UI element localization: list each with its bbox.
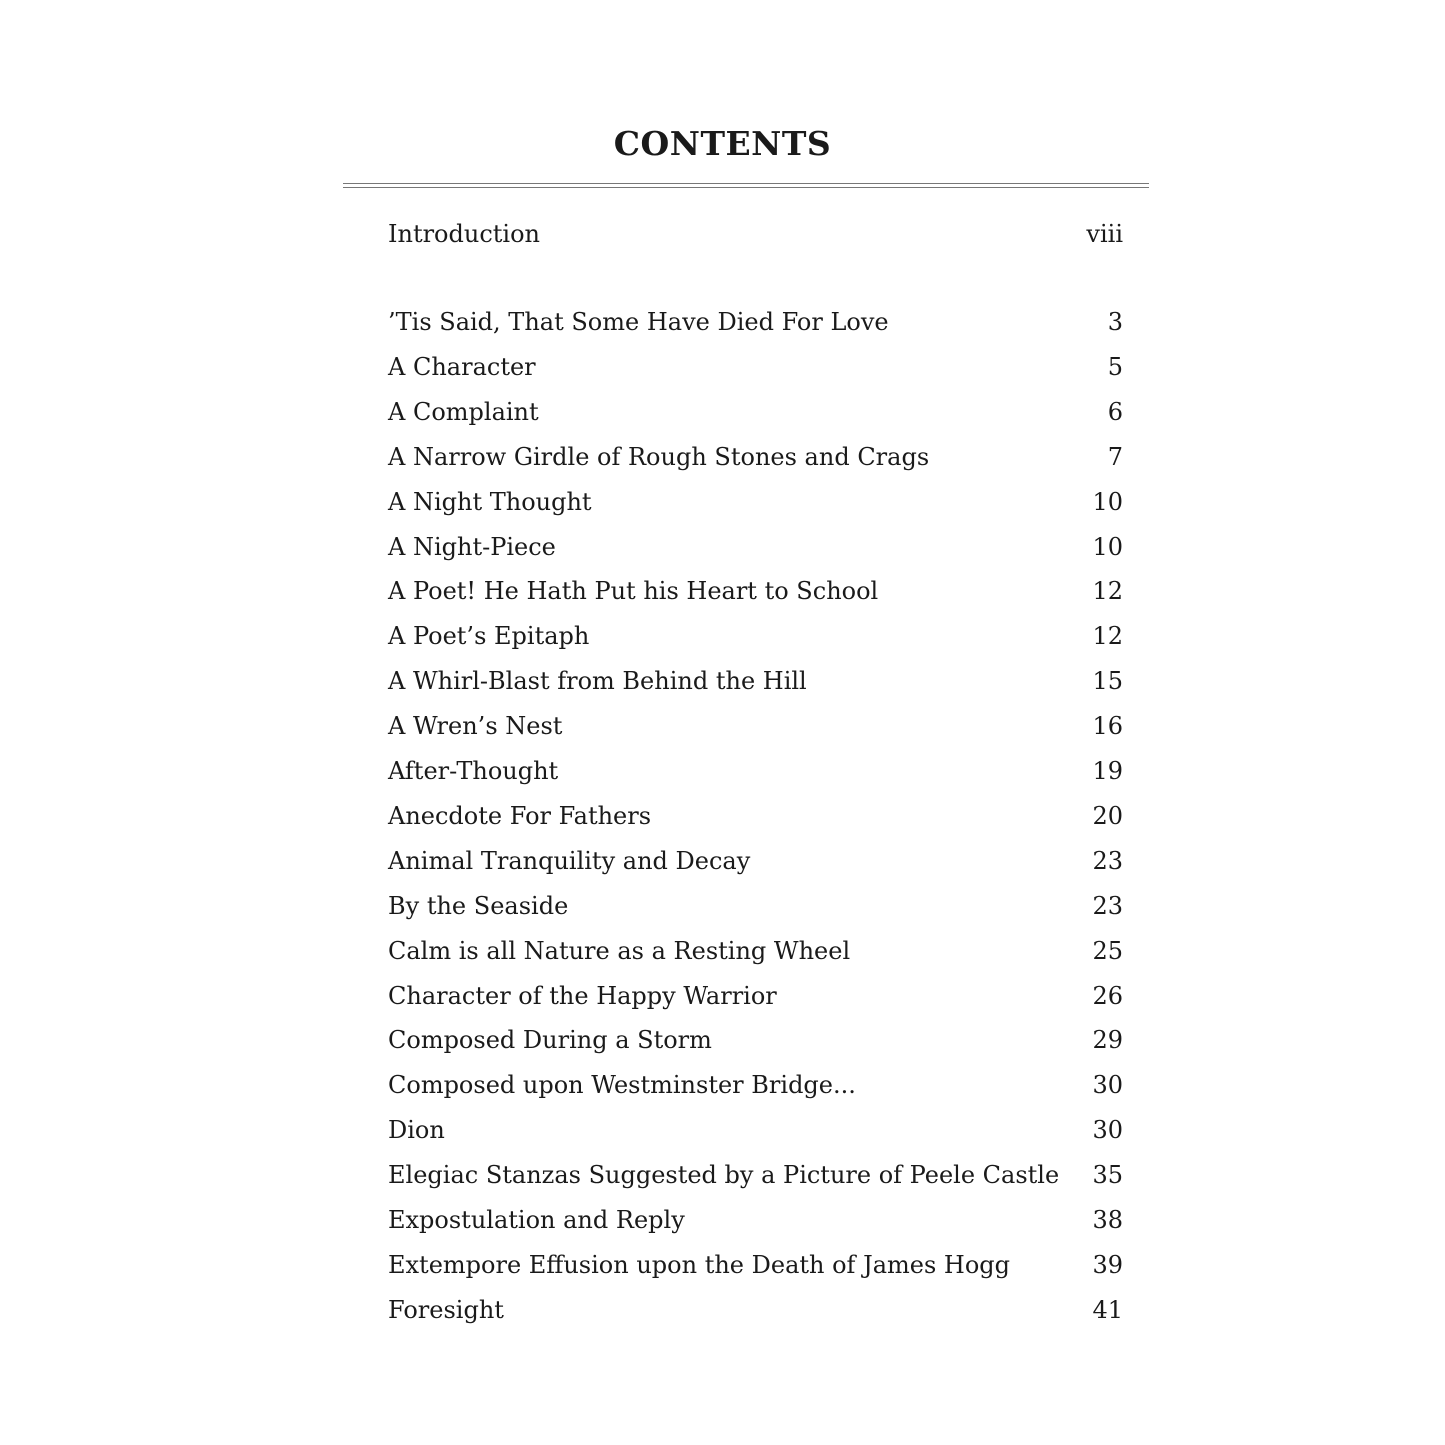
toc-entry-title: A Wren’s Nest: [388, 712, 563, 740]
toc-entry-page: 16: [1092, 712, 1123, 740]
toc-entry-page: 25: [1092, 937, 1123, 965]
toc-entry-page: 23: [1092, 892, 1123, 920]
toc-entry-title: ’Tis Said, That Some Have Died For Love: [388, 308, 889, 336]
toc-row[interactable]: [388, 661, 1123, 701]
toc-row[interactable]: [388, 841, 1123, 881]
toc-row[interactable]: [388, 302, 1123, 342]
toc-entry-page: 20: [1092, 802, 1123, 830]
page-title: CONTENTS: [613, 124, 832, 163]
toc-entry-title: A Poet! He Hath Put his Heart to School: [388, 577, 879, 605]
toc-entry-title: Composed During a Storm: [388, 1026, 712, 1054]
toc-row[interactable]: [388, 796, 1123, 836]
toc-entry-page: 39: [1092, 1251, 1123, 1279]
toc-entry-title: A Night-Piece: [388, 533, 556, 561]
toc-entry-title: Character of the Happy Warrior: [388, 982, 777, 1010]
toc-row[interactable]: [388, 1020, 1123, 1060]
toc-row[interactable]: [388, 1155, 1123, 1195]
toc-entry-page: viii: [1086, 220, 1123, 248]
toc-row[interactable]: [388, 1065, 1123, 1105]
toc-entry-title: By the Seaside: [388, 892, 569, 920]
toc-entry-page: 12: [1092, 622, 1123, 650]
toc-entry-page: 19: [1092, 757, 1123, 785]
toc-row[interactable]: [388, 482, 1123, 522]
toc-entry-title: After-Thought: [388, 757, 559, 785]
toc-row[interactable]: [388, 616, 1123, 656]
toc-row-introduction[interactable]: [388, 214, 1123, 254]
toc-entry-page: 15: [1092, 667, 1123, 695]
toc-entry-title: Foresight: [388, 1296, 504, 1324]
toc-entry-page: 35: [1092, 1161, 1123, 1189]
toc-entry-page: 23: [1092, 847, 1123, 875]
toc-row[interactable]: [388, 706, 1123, 746]
toc-entry-title: A Poet’s Epitaph: [388, 622, 590, 650]
toc-row[interactable]: [388, 931, 1123, 971]
toc-entry-page: 41: [1092, 1296, 1123, 1324]
toc-entry-title: Animal Tranquility and Decay: [388, 847, 751, 875]
toc-entry-title: A Character: [388, 353, 536, 381]
toc-row[interactable]: [388, 437, 1123, 477]
toc-row[interactable]: [388, 392, 1123, 432]
toc-entry-title: A Night Thought: [388, 488, 592, 516]
toc-entry-title: Expostulation and Reply: [388, 1206, 685, 1234]
toc-entry-page: 12: [1092, 577, 1123, 605]
toc-entry-page: 10: [1092, 488, 1123, 516]
toc-entry-title: A Complaint: [388, 398, 539, 426]
toc-entry-title: Anecdote For Fathers: [388, 802, 652, 830]
toc-entry-title: A Narrow Girdle of Rough Stones and Crags: [388, 443, 930, 471]
toc-entry-title: Dion: [388, 1116, 445, 1144]
toc-entry-title: Composed upon Westminster Bridge...: [388, 1071, 856, 1099]
title-divider: [343, 183, 1149, 188]
toc-row[interactable]: [388, 527, 1123, 567]
toc-entry-title: Extempore Effusion upon the Death of James Hogg: [388, 1251, 1011, 1279]
toc-entry-page: 26: [1092, 982, 1123, 1010]
toc-row[interactable]: [388, 886, 1123, 926]
toc-row[interactable]: [388, 1290, 1123, 1330]
toc-entry-page: 7: [1107, 443, 1123, 471]
toc-entry-page: 30: [1092, 1116, 1123, 1144]
toc-row[interactable]: [388, 751, 1123, 791]
toc-row[interactable]: [388, 1200, 1123, 1240]
toc-row[interactable]: [388, 976, 1123, 1016]
toc-entry-title: Calm is all Nature as a Resting Wheel: [388, 937, 851, 965]
toc-entry-page: 29: [1092, 1026, 1123, 1054]
toc-entry-title: Introduction: [388, 220, 540, 248]
toc-entry-title: A Whirl-Blast from Behind the Hill: [388, 667, 807, 695]
toc-row[interactable]: [388, 1110, 1123, 1150]
toc-row[interactable]: [388, 347, 1123, 387]
toc-entry-title: Elegiac Stanzas Suggested by a Picture of Peele Castle: [388, 1161, 1060, 1189]
toc-entry-page: 5: [1107, 353, 1123, 381]
toc-entry-page: 10: [1092, 533, 1123, 561]
toc-row[interactable]: [388, 1245, 1123, 1285]
toc-entry-page: 3: [1107, 308, 1123, 336]
toc-entry-page: 30: [1092, 1071, 1123, 1099]
toc-row[interactable]: [388, 571, 1123, 611]
toc-entry-page: 38: [1092, 1206, 1123, 1234]
toc-entry-page: 6: [1107, 398, 1123, 426]
